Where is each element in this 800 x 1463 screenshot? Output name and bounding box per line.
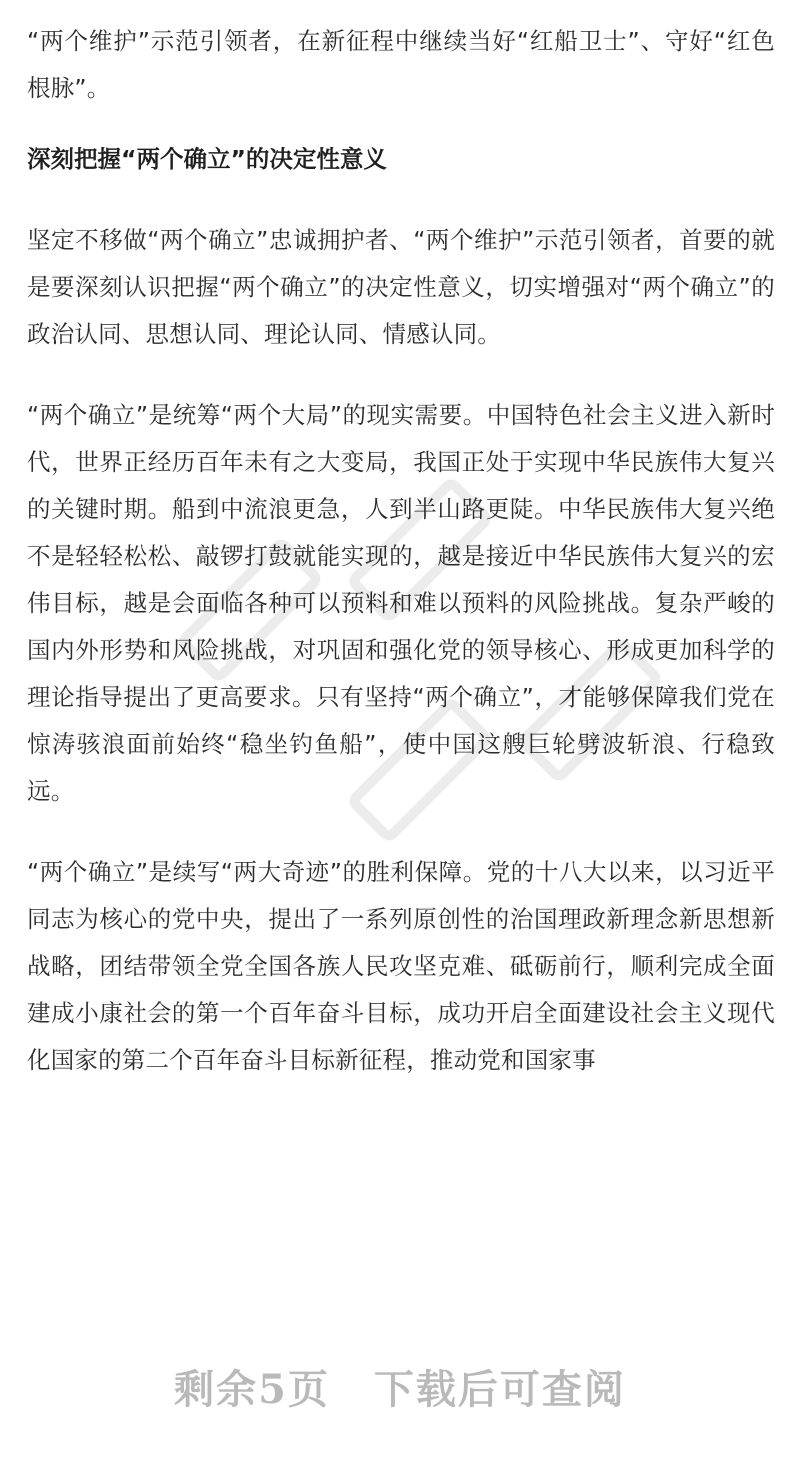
remaining-pages-download-banner[interactable] [0,1358,800,1415]
body-paragraph-1: 坚定不移做“两个确立”忠诚拥护者、“两个维护”示范引领者，首要的就是要深刻认识把握“两个确立”的决定性意义，切实增强对“两个确立”的政治认同、思想认同、理论认同、情感认同。 [27,226,775,348]
article-body [27,0,775,1084]
body-paragraph-3: “两个确立”是续写“两大奇迹”的胜利保障。党的十八大以来，以习近平同志为核心的党中央，提出了一系列原创性的治国理政新理念新思想新战略，团结带领全党全国各族人民攻坚克难、砥砺前行，顺利完成全面建成小康社会的第一个百年奋斗目标，成功开启全面建设社会主义现代化国家的第二个百年奋斗目标新征程，推动党和国家事 [27,858,775,1074]
download-hint-label: 下载后可查阅 [373,1366,626,1413]
intro-paragraph: “两个维护”示范引领者，在新征程中继续当好“红船卫士”、守好“红色根脉”。 [27,27,775,102]
section-heading: 深刻把握“两个确立”的决定性意义 [27,145,387,173]
remaining-pages-label: 剩余5页 [174,1366,330,1413]
body-paragraph-2: “两个确立”是统筹“两个大局”的现实需要。中国特色社会主义进入新时代，世界正经历百年未有之大变局，我国正处于实现中华民族伟大复兴的关键时期。船到中流浪更急，人到半山路更陡。中华民族伟大复兴绝不是轻轻松松、敲锣打鼓就能实现的，越是接近中华民族伟大复兴的宏伟目标，越是会面临各种可以预料和难以预料的风险挑战。复杂严峻的国内外形势和风险挑战，对巩固和强化党的领导核心、形成更加科学的理论指导提出了更高要求。只有坚持“两个确立”，才能够保障我们党在惊涛骇浪面前始终“稳坐钓鱼船”，使中国这艘巨轮劈波斩浪、行稳致远。 [27,401,775,805]
